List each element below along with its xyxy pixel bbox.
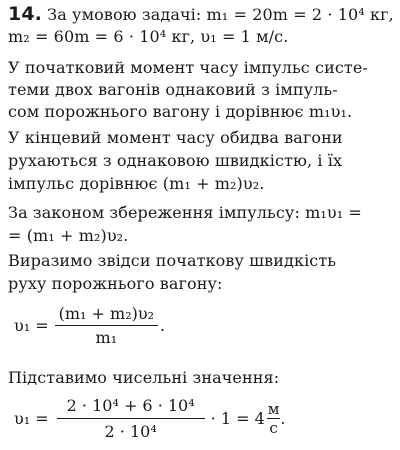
problem-line-1: [8, 4, 394, 25]
problem-text-line-4: теми двох вагонів однаковий з імпуль-: [8, 80, 338, 99]
problem-text-line-2: m₂ = 60m = 6 · 10⁴ кг, υ₁ = 1 м/с.: [8, 27, 289, 46]
formula1-denominator: m₁: [95, 328, 118, 347]
formula2-trail: .: [280, 409, 286, 428]
formula1-numerator: (m₁ + m₂)υ₂: [55, 304, 158, 326]
formula-initial-velocity: [14, 304, 165, 347]
problem-text-line-11: Виразимо звідси початкову швидкість: [8, 251, 337, 270]
problem-text-line-7: рухаються з однаковою швидкістю, і їх: [8, 151, 343, 170]
problem-text-line-1: За умовою задачі: m₁ = 20m = 2 · 10⁴ кг,: [47, 5, 394, 24]
formula2-unit: [267, 401, 281, 436]
formula2-rest: · 1 = 4: [210, 409, 265, 428]
problem-text-line-10: = (m₁ + m₂)υ₂.: [8, 226, 129, 245]
formula1-fraction: [55, 304, 158, 347]
formula2-unit-bottom: с: [269, 419, 278, 437]
formula2-lhs: υ₁ =: [14, 409, 49, 428]
formula2-unit-top: м: [267, 400, 280, 418]
formula2-fraction: [57, 396, 205, 441]
formula-substitution: [14, 396, 286, 441]
problem-text-line-12: руху порожнього вагону:: [8, 274, 223, 293]
formula2-numerator: 2 · 10⁴ + 6 · 10⁴: [57, 396, 205, 419]
problem-text-line-6: У кінцевий момент часу обидва вагони: [8, 128, 343, 147]
problem-text-line-3: У початковий момент часу імпульс систе-: [8, 58, 368, 77]
problem-text-line-5: сом порожнього вагону і дорівнює m₁υ₁.: [8, 102, 353, 121]
formula1-lhs: υ₁ =: [14, 316, 49, 335]
formula2-denominator: 2 · 10⁴: [104, 422, 157, 441]
problem-number: 14.: [8, 3, 42, 25]
substitute-label: Підставимо чисельні значення:: [8, 368, 280, 387]
formula1-trail: .: [160, 316, 166, 335]
problem-text-line-8: імпульс дорівнює (m₁ + m₂)υ₂.: [8, 174, 265, 193]
problem-text-line-9: За законом збереження імпульсу: m₁υ₁ =: [8, 203, 362, 222]
